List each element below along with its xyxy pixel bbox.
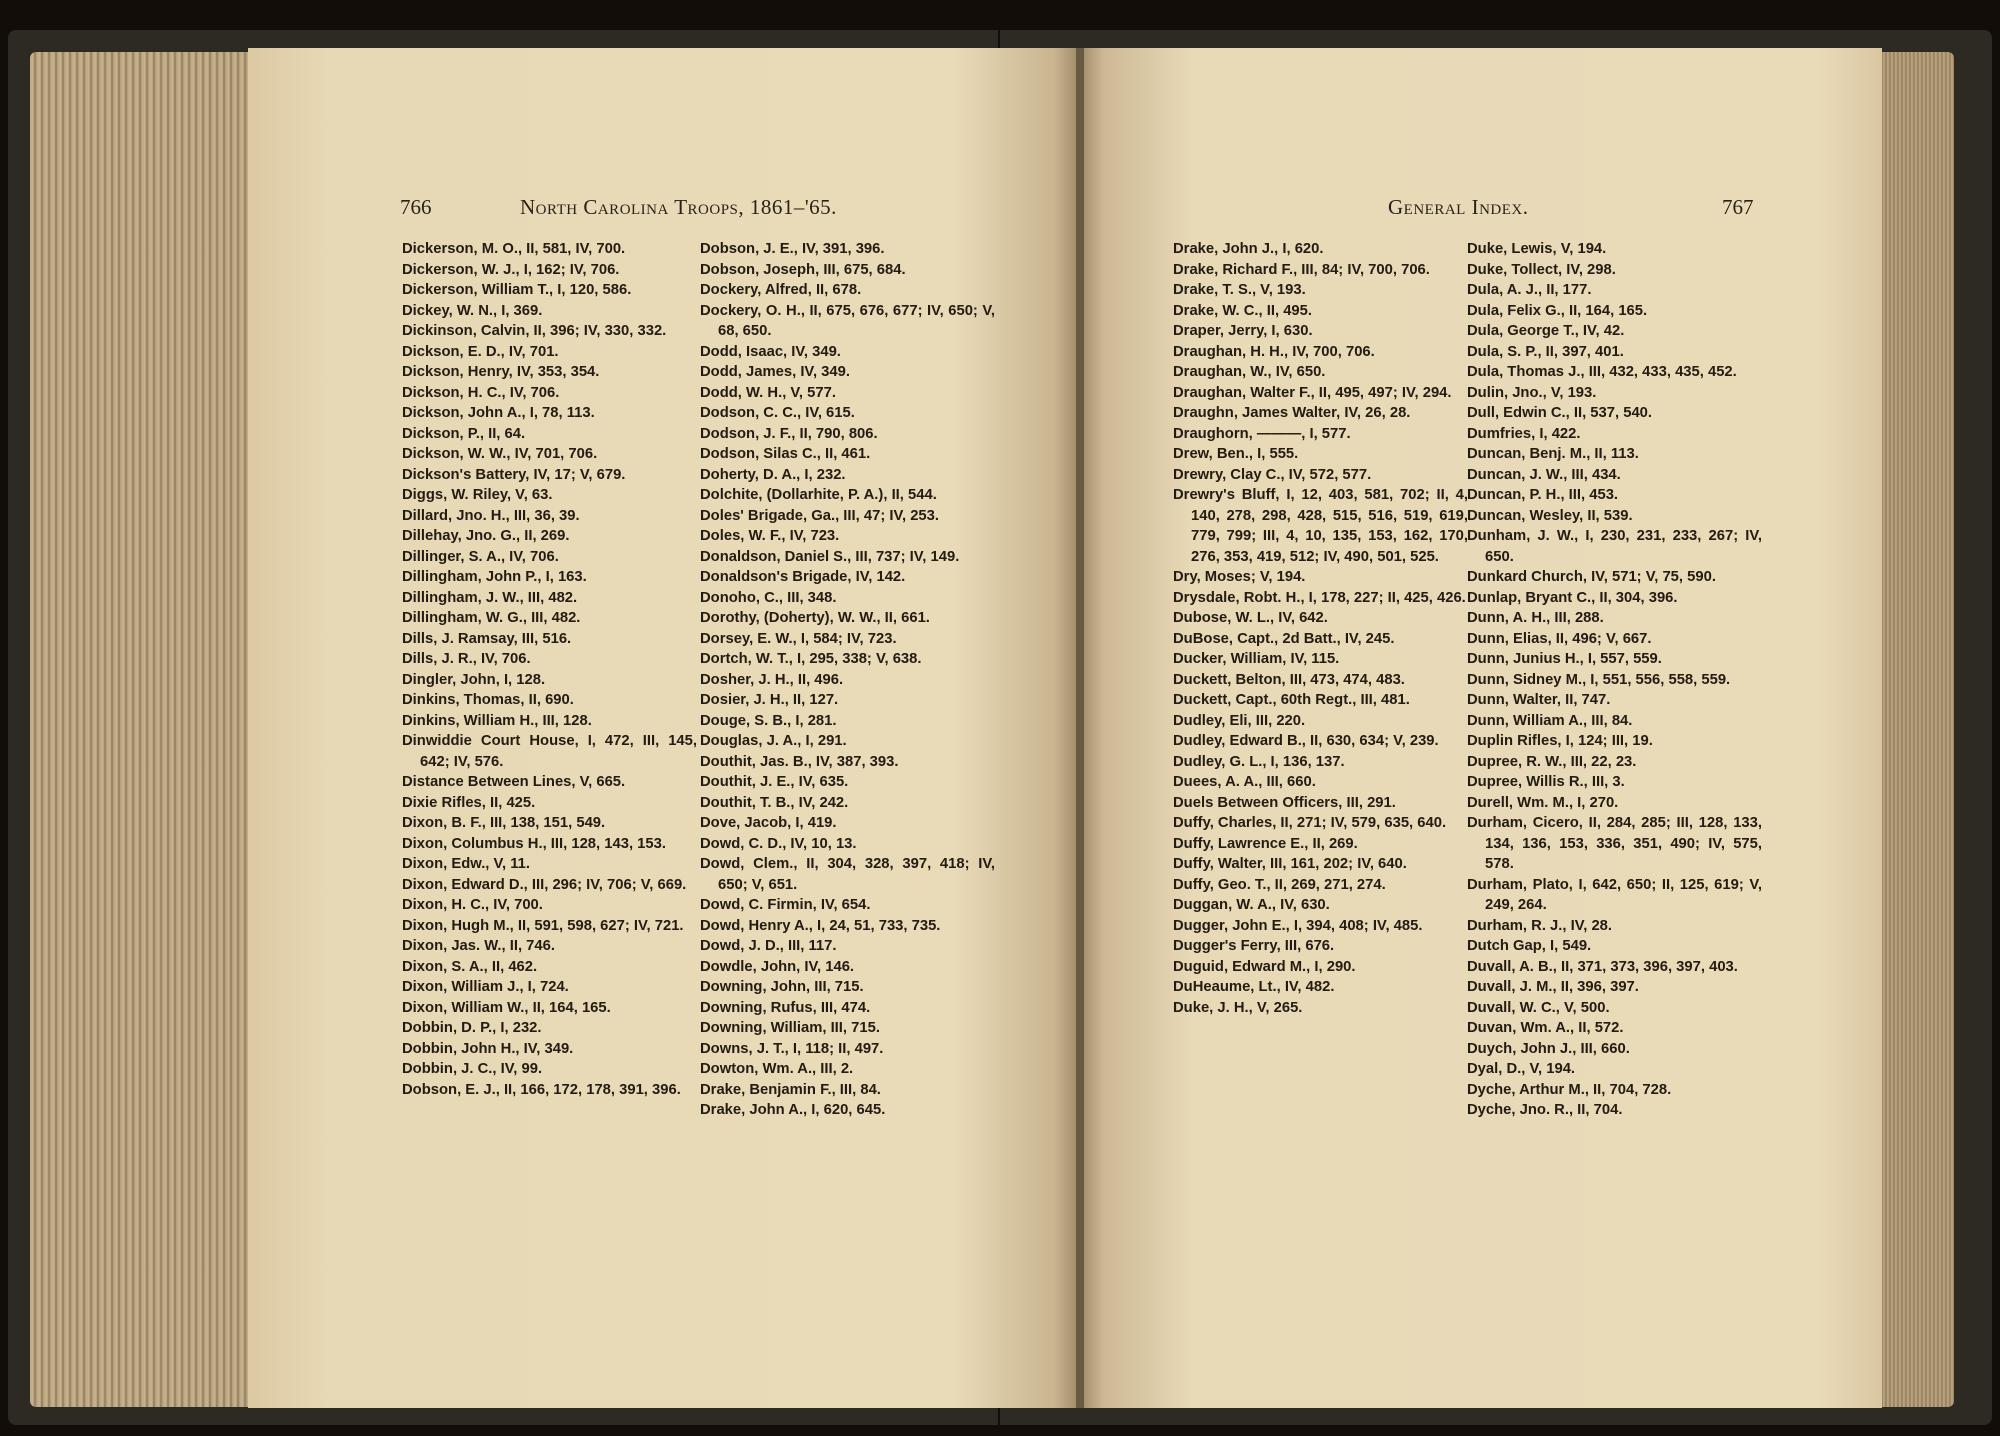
index-entry: Dunham, J. W., I, 230, 231, 233, 267; IV, 650.	[1467, 528, 1762, 565]
right-page-number: 767	[1722, 195, 1754, 219]
index-entry: Duggan, W. A., IV, 630.	[1173, 897, 1330, 913]
index-entry: Dudley, Eli, III, 220.	[1173, 712, 1306, 729]
index-entry: Dixie Rifles, II, 425.	[402, 794, 536, 811]
index-entry: Dickerson, William T., I, 120, 586.	[402, 282, 632, 298]
index-entry: Dixon, Edward D., III, 296; IV, 706; V, 669.	[402, 876, 687, 893]
index-entry: Dixon, H. C., IV, 700.	[402, 897, 543, 913]
index-entry: Drake, Benjamin F., III, 84.	[700, 1081, 881, 1098]
index-entry: Dunn, Elias, II, 496; V, 667.	[1467, 630, 1652, 647]
index-entry: Dowd, Henry A., I, 24, 51, 733, 735.	[700, 917, 941, 934]
index-entry: Duplin Rifles, I, 124; III, 19.	[1467, 733, 1653, 749]
index-entry: Dobbin, J. C., IV, 99.	[402, 1061, 543, 1077]
index-entry: Dyal, D., V, 194.	[1467, 1061, 1576, 1077]
index-entry: DuHeaume, Lt., IV, 482.	[1173, 979, 1335, 995]
index-entry: Drysdale, Robt. H., I, 178, 227; II, 425, 426.	[1173, 589, 1466, 606]
index-entry: Duncan, P. H., III, 453.	[1467, 487, 1619, 503]
index-entry: Dunn, William A., III, 84.	[1467, 712, 1633, 729]
index-entry: Durham, R. J., IV, 28.	[1467, 917, 1613, 934]
index-entry: Duvall, J. M., II, 396, 397.	[1467, 979, 1639, 995]
index-entry: Drewry's Bluff, I, 12, 403, 581, 702; II, 4, 140, 278, 298, 428, 515, 516, 519, 619, 779, 799; III, 4, 10, 135, 153, 162, 170, 276, 353, 419, 512; IV, 490, 501, 525.	[1173, 487, 1468, 565]
index-entry: Dorothy, (Doherty), W. W., II, 661.	[700, 610, 930, 626]
index-entry: Douthit, Jas. B., IV, 387, 393.	[700, 753, 899, 770]
index-entry: Downs, J. T., I, 118; II, 497.	[700, 1040, 884, 1057]
index-entry: Dowd, C. D., IV, 10, 13.	[700, 835, 857, 852]
index-entry: Dodson, Silas C., II, 461.	[700, 446, 871, 462]
index-entry: Dunn, Walter, II, 747.	[1467, 692, 1611, 708]
index-entry: Dickson, P., II, 64.	[402, 425, 526, 442]
index-entry: Dills, J. Ramsay, III, 516.	[402, 630, 572, 647]
index-entry: Dowton, Wm. A., III, 2.	[700, 1061, 854, 1077]
index-entry: Duckett, Belton, III, 473, 474, 483.	[1173, 671, 1405, 688]
index-entry: Dinkins, William H., III, 128.	[402, 712, 592, 729]
index-entry: Dula, A. J., II, 177.	[1467, 282, 1592, 298]
index-entry: Duvan, Wm. A., II, 572.	[1467, 1020, 1624, 1036]
index-entry: Dugger's Ferry, III, 676.	[1173, 938, 1335, 954]
index-entry: Draper, Jerry, I, 630.	[1173, 323, 1313, 339]
index-entry: Draughan, H. H., IV, 700, 706.	[1173, 343, 1375, 360]
index-entry: Dickson, E. D., IV, 701.	[402, 343, 559, 360]
index-entry: Dickson, John A., I, 78, 113.	[402, 405, 595, 421]
index-entry: Dupree, R. W., III, 22, 23.	[1467, 753, 1637, 770]
index-entry: Diggs, W. Riley, V, 63.	[402, 487, 553, 503]
index-entry: Drake, W. C., II, 495.	[1173, 302, 1312, 319]
index-entry: Downing, William, III, 715.	[700, 1020, 880, 1036]
index-entry: Dobson, Joseph, III, 675, 684.	[700, 261, 906, 278]
index-entry: Duke, J. H., V, 265.	[1173, 999, 1303, 1016]
index-entry: Dortch, W. T., I, 295, 338; V, 638.	[700, 651, 922, 667]
index-entry: Dobbin, D. P., I, 232.	[402, 1020, 542, 1036]
index-entry: Dillingham, W. G., III, 482.	[402, 610, 581, 626]
index-entry: Dillard, Jno. H., III, 36, 39.	[402, 507, 580, 524]
index-entry: Dockery, Alfred, II, 678.	[700, 282, 862, 298]
index-entry: Dowdle, John, IV, 146.	[700, 958, 855, 975]
index-entry: Dutch Gap, I, 549.	[1467, 938, 1592, 954]
index-entry: Douthit, J. E., IV, 635.	[700, 774, 849, 790]
index-entry: Drake, T. S., V, 193.	[1173, 282, 1306, 298]
index-entry: Douge, S. B., I, 281.	[700, 712, 837, 729]
index-entry: Drake, John A., I, 620, 645.	[700, 1102, 886, 1118]
index-entry: Dodson, C. C., IV, 615.	[700, 405, 855, 421]
index-entry: Dobbin, John H., IV, 349.	[402, 1040, 574, 1057]
left-page-number: 766	[400, 195, 432, 219]
index-entry: Dry, Moses; V, 194.	[1173, 569, 1306, 585]
index-entry: Dula, S. P., II, 397, 401.	[1467, 343, 1624, 360]
index-entry: Drake, John J., I, 620.	[1173, 241, 1324, 257]
index-entry: Drew, Ben., I, 555.	[1173, 446, 1299, 462]
index-entry: Duncan, Wesley, II, 539.	[1467, 507, 1633, 524]
index-entry: Dickson, W. W., IV, 701, 706.	[402, 446, 598, 462]
index-entry: Donaldson's Brigade, IV, 142.	[700, 569, 906, 585]
index-entry: Dillingham, J. W., III, 482.	[402, 589, 578, 606]
index-entry: Dolchite, (Dollarhite, P. A.), II, 544.	[700, 487, 937, 503]
index-entry: Dorsey, E. W., I, 584; IV, 723.	[700, 630, 897, 647]
index-entry: Dudley, G. L., I, 136, 137.	[1173, 753, 1345, 770]
index-entry: Duckett, Capt., 60th Regt., III, 481.	[1173, 692, 1410, 708]
index-entry: Dupree, Willis R., III, 3.	[1467, 774, 1625, 790]
index-entry: Dixon, Hugh M., II, 591, 598, 627; IV, 721.	[402, 917, 684, 934]
index-entry: Draughorn, ———, I, 577.	[1173, 425, 1351, 442]
index-entry: Dulin, Jno., V, 193.	[1467, 384, 1597, 401]
index-entry: Draughan, W., IV, 650.	[1173, 364, 1326, 380]
right-running-title: General Index.	[1388, 195, 1529, 219]
index-entry: Draughan, Walter F., II, 495, 497; IV, 294.	[1173, 384, 1452, 401]
index-entry: Dinkins, Thomas, II, 690.	[402, 692, 574, 708]
index-entry: Dowd, J. D., III, 117.	[700, 938, 837, 954]
index-column-4	[1467, 239, 1762, 1121]
index-entry: Dodd, James, IV, 349.	[700, 364, 850, 380]
index-entry: Ducker, William, IV, 115.	[1173, 651, 1340, 667]
index-entry: Dobson, E. J., II, 166, 172, 178, 391, 396.	[402, 1081, 681, 1098]
index-entry: Doles, W. F., IV, 723.	[700, 528, 840, 544]
index-entry: Dula, George T., IV, 42.	[1467, 323, 1625, 339]
index-entry: Dyche, Jno. R., II, 704.	[1467, 1102, 1623, 1118]
page-edges-left	[30, 52, 260, 1407]
index-entry: Distance Between Lines, V, 665.	[402, 774, 626, 790]
index-entry: Duffy, Charles, II, 271; IV, 579, 635, 640.	[1173, 815, 1447, 831]
index-entry: Dingler, John, I, 128.	[402, 671, 546, 688]
index-entry: Dugger, John E., I, 394, 408; IV, 485.	[1173, 917, 1423, 934]
index-entry: Duffy, Geo. T., II, 269, 271, 274.	[1173, 876, 1386, 893]
index-entry: Dumfries, I, 422.	[1467, 425, 1581, 442]
index-entry: Dickey, W. N., I, 369.	[402, 302, 543, 319]
index-entry: Dull, Edwin C., II, 537, 540.	[1467, 405, 1653, 421]
index-entry: Dunn, A. H., III, 288.	[1467, 610, 1604, 626]
index-entry: Doles' Brigade, Ga., III, 47; IV, 253.	[700, 507, 940, 524]
index-entry: Dudley, Edward B., II, 630, 634; V, 239.	[1173, 733, 1439, 749]
index-entry: Drake, Richard F., III, 84; IV, 700, 706.	[1173, 261, 1430, 278]
index-entry: Dodson, J. F., II, 790, 806.	[700, 425, 878, 442]
index-entry: Dillehay, Jno. G., II, 269.	[402, 528, 570, 544]
index-entry: Duvall, A. B., II, 371, 373, 396, 397, 403.	[1467, 958, 1738, 975]
index-entry: Dyche, Arthur M., II, 704, 728.	[1467, 1081, 1672, 1098]
index-entry: Duke, Lewis, V, 194.	[1467, 241, 1607, 257]
index-entry: Duncan, J. W., III, 434.	[1467, 466, 1621, 483]
index-entry: Duguid, Edward M., I, 290.	[1173, 958, 1356, 975]
index-entry: Dockery, O. H., II, 675, 676, 677; IV, 650; V, 68, 650.	[700, 302, 995, 339]
index-column-3	[1173, 239, 1468, 1018]
index-entry: Dula, Thomas J., III, 432, 433, 435, 452.	[1467, 364, 1737, 380]
index-entry: Dixon, William J., I, 724.	[402, 979, 569, 995]
index-entry: Dunn, Junius H., I, 557, 559.	[1467, 651, 1662, 667]
index-column-2	[700, 239, 995, 1121]
index-entry: Dunkard Church, IV, 571; V, 75, 590.	[1467, 569, 1716, 585]
index-entry: Dickinson, Calvin, II, 396; IV, 330, 332.	[402, 323, 667, 339]
index-entry: Dixon, B. F., III, 138, 151, 549.	[402, 815, 606, 831]
index-entry: Dowd, Clem., II, 304, 328, 397, 418; IV, 650; V, 651.	[700, 856, 995, 893]
index-entry: Duffy, Walter, III, 161, 202; IV, 640.	[1173, 856, 1407, 872]
index-entry: Dosier, J. H., II, 127.	[700, 692, 839, 708]
book-gutter	[1076, 48, 1084, 1408]
index-entry: Durell, Wm. M., I, 270.	[1467, 794, 1619, 811]
index-entry: Dobson, J. E., IV, 391, 396.	[700, 241, 885, 257]
index-entry: Dixon, Jas. W., II, 746.	[402, 938, 555, 954]
index-entry: Duffy, Lawrence E., II, 269.	[1173, 835, 1358, 852]
index-entry: Dunlap, Bryant C., II, 304, 396.	[1467, 589, 1678, 606]
index-entry: Dodd, Isaac, IV, 349.	[700, 343, 841, 360]
index-entry: Duels Between Officers, III, 291.	[1173, 794, 1396, 811]
index-entry: Donoho, C., III, 348.	[700, 589, 837, 606]
index-entry: Duke, Tollect, IV, 298.	[1467, 261, 1616, 278]
index-entry: Douglas, J. A., I, 291.	[700, 733, 847, 749]
index-entry: Dubose, W. L., IV, 642.	[1173, 610, 1328, 626]
index-entry: Duych, John J., III, 660.	[1467, 1040, 1630, 1057]
index-entry: Dixon, S. A., II, 462.	[402, 958, 538, 975]
index-entry: Downing, John, III, 715.	[700, 979, 864, 995]
index-entry: Dula, Felix G., II, 164, 165.	[1467, 302, 1648, 319]
index-entry: Dove, Jacob, I, 419.	[700, 815, 837, 831]
index-entry: Duncan, Benj. M., II, 113.	[1467, 446, 1639, 462]
page-edges-right	[1880, 52, 1954, 1407]
index-entry: Dunn, Sidney M., I, 551, 556, 558, 559.	[1467, 671, 1731, 688]
index-entry: Dinwiddie Court House, I, 472, III, 145, 642; IV, 576.	[402, 733, 697, 770]
index-entry: Douthit, T. B., IV, 242.	[700, 794, 849, 811]
index-entry: Dickerson, W. J., I, 162; IV, 706.	[402, 261, 620, 278]
index-entry: Dickson, Henry, IV, 353, 354.	[402, 364, 600, 380]
index-entry: Durham, Cicero, II, 284, 285; III, 128, 133, 134, 136, 153, 336, 351, 490; IV, 575, 578.	[1467, 815, 1762, 872]
index-entry: Downing, Rufus, III, 474.	[700, 999, 871, 1016]
index-entry: Dillingham, John P., I, 163.	[402, 569, 587, 585]
index-entry: Draughn, James Walter, IV, 26, 28.	[1173, 405, 1411, 421]
index-entry: Dixon, Edw., V, 11.	[402, 856, 531, 872]
index-entry: Doherty, D. A., I, 232.	[700, 466, 846, 483]
index-entry: Dillinger, S. A., IV, 706.	[402, 548, 559, 565]
index-entry: Dixon, William W., II, 164, 165.	[402, 999, 611, 1016]
index-entry: Dickson, H. C., IV, 706.	[402, 384, 560, 401]
index-entry: Donaldson, Daniel S., III, 737; IV, 149.	[700, 548, 960, 565]
index-entry: Dickerson, M. O., II, 581, IV, 700.	[402, 241, 626, 257]
left-running-title: North Carolina Troops, 1861–'65.	[520, 195, 837, 219]
index-entry: Dosher, J. H., II, 496.	[700, 671, 844, 688]
index-entry: Dodd, W. H., V, 577.	[700, 384, 836, 401]
index-entry: Duvall, W. C., V, 500.	[1467, 999, 1610, 1016]
index-entry: DuBose, Capt., 2d Batt., IV, 245.	[1173, 630, 1395, 647]
index-entry: Dickson's Battery, IV, 17; V, 679.	[402, 466, 626, 483]
index-entry: Dixon, Columbus H., III, 128, 143, 153.	[402, 835, 666, 852]
index-entry: Drewry, Clay C., IV, 572, 577.	[1173, 466, 1372, 483]
index-entry: Durham, Plato, I, 642, 650; II, 125, 619; V, 249, 264.	[1467, 876, 1762, 913]
index-entry: Dowd, C. Firmin, IV, 654.	[700, 897, 871, 913]
index-column-1	[402, 239, 697, 1100]
index-entry: Duees, A. A., III, 660.	[1173, 774, 1316, 790]
index-entry: Dills, J. R., IV, 706.	[402, 651, 531, 667]
